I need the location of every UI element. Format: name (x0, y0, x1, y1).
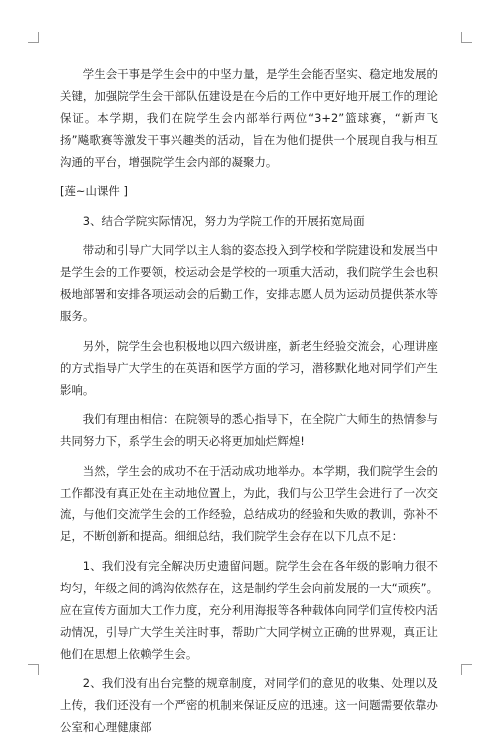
paragraph-source-tag: [莲~山课件 ] (60, 184, 129, 199)
crop-mark-top-left (28, 32, 39, 43)
paragraph-shortcomings: 当然，学生会的成功不在于活动成功地举办。本学期，我们院学生会的工作都没有真正处在主动地位置上，为此，我们与公卫学生会进行了一次交流，与他们交流学生会的工作经验，总结成功的经验和失败的教训，弥补不足，不断创新和提高。细细总结，我们院学生会存在以下几点不足： (60, 463, 438, 544)
document-body (60, 64, 438, 747)
paragraph-lectures: 另外，院学生会也积极地以四六级讲座，新老生经验交流会，心理讲座的方式指导广大学生的在英语和医学方面的学习，潜移默化地对同学们产生影响。 (60, 338, 438, 397)
paragraph-cadre-building: 学生会干事是学生会中的中坚力量，是学生会能否坚实、稳定地发展的关键，加强院学生会干部队伍建设是在今后的工作中更好地开展工作的理论保证。本学期，我们在院学生会内部举行两位“3+2”篮球赛，“新声飞扬”飚歌赛等激发干事兴趣类的活动，旨在为他们提供一个展现自我与相互沟通的平台，增强院学生会内部的凝聚力。 (60, 67, 438, 169)
paragraph-issue-2: 2、我们没有出台完整的规章制度，对同学们的意见的收集、处理以及上传，我们还没有一个严密的机制来保证反应的迅速。这一问题需要依靠办公室和心理健康部 (60, 676, 438, 734)
paragraph-outlook: 我们有理由相信：在院领导的悉心指导下，在全院广大师生的热情参与共同努力下，系学生会的明天必将更加灿烂辉煌! (60, 412, 438, 449)
crop-mark-top-right (461, 32, 472, 43)
paragraph-issue-1: 1、我们没有完全解决历史遗留问题。院学生会在各年级的影响力很不均匀，年级之间的鸿沟依然存在，这是制约学生会向前发展的一大“顽疾”。应在宣传方面加大工作力度，充分利用海报等各种载体向同学们宣传校内活动情况，引导广大学生关注时事，帮助广大同学树立正确的世界观，真正让他们在思想上依赖学生会。 (60, 558, 439, 661)
crop-mark-bottom-left (28, 664, 39, 675)
paragraph-sports-meet: 带动和引导广大同学以主人翁的姿态投入到学校和学院建设和发展当中是学生会的工作要领，校运动会是学校的一项重大活动，我们院学生会也积极地部署和安排各项运动会的后勤工作，安排志愿人员为运动员提供茶水等服务。 (60, 243, 438, 324)
crop-mark-bottom-right (461, 664, 472, 675)
section-heading-3: 3、结合学院实际情况，努力为学院工作的开展拓宽局面 (82, 213, 365, 228)
